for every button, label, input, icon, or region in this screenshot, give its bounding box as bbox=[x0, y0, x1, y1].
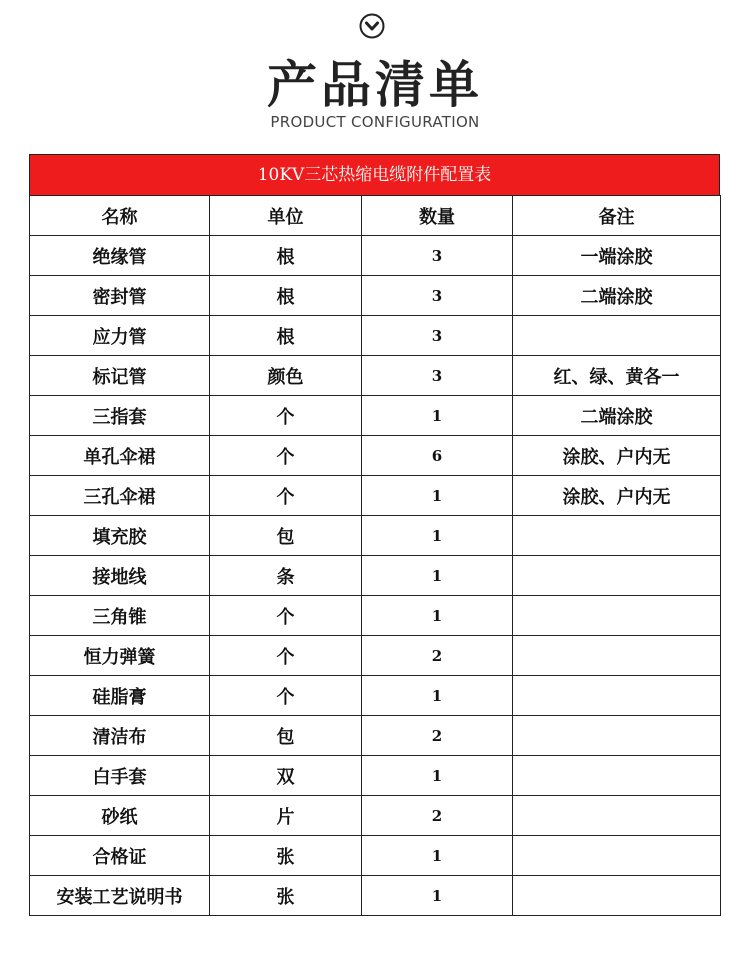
table-row bbox=[30, 476, 721, 516]
name-cell: 填充胶 bbox=[30, 516, 210, 556]
table-row bbox=[30, 636, 721, 676]
quantity-cell: 1 bbox=[362, 876, 513, 916]
table-row bbox=[30, 716, 721, 756]
unit-cell: 包 bbox=[210, 516, 362, 556]
unit-cell: 根 bbox=[210, 316, 362, 356]
quantity-cell: 3 bbox=[362, 276, 513, 316]
table-row bbox=[30, 876, 721, 916]
column-header-quantity: 数量 bbox=[362, 196, 513, 236]
remark-cell bbox=[513, 556, 721, 596]
remark-cell: 红、绿、黄各一 bbox=[513, 356, 721, 396]
remark-cell bbox=[513, 596, 721, 636]
remark-cell bbox=[513, 516, 721, 556]
remark-cell bbox=[513, 676, 721, 716]
unit-cell: 片 bbox=[210, 796, 362, 836]
table-row bbox=[30, 556, 721, 596]
unit-cell: 张 bbox=[210, 876, 362, 916]
remark-cell: 涂胶、户内无 bbox=[513, 436, 721, 476]
remark-cell bbox=[513, 636, 721, 676]
quantity-cell: 2 bbox=[362, 716, 513, 756]
unit-cell: 张 bbox=[210, 836, 362, 876]
unit-cell: 个 bbox=[210, 436, 362, 476]
remark-cell bbox=[513, 876, 721, 916]
quantity-cell: 2 bbox=[362, 796, 513, 836]
unit-cell: 根 bbox=[210, 276, 362, 316]
unit-cell: 条 bbox=[210, 556, 362, 596]
name-cell: 安装工艺说明书 bbox=[30, 876, 210, 916]
quantity-cell: 1 bbox=[362, 556, 513, 596]
page-title: 产品清单 bbox=[267, 56, 483, 114]
name-cell: 绝缘管 bbox=[30, 236, 210, 276]
remark-cell: 二端涂胶 bbox=[513, 276, 721, 316]
table-row bbox=[30, 596, 721, 636]
remark-cell: 一端涂胶 bbox=[513, 236, 721, 276]
column-header-name: 名称 bbox=[30, 196, 210, 236]
quantity-cell: 1 bbox=[362, 596, 513, 636]
unit-cell: 个 bbox=[210, 676, 362, 716]
page-subtitle: PRODUCT CONFIGURATION bbox=[270, 113, 480, 131]
remark-cell bbox=[513, 716, 721, 756]
table-row bbox=[30, 436, 721, 476]
unit-cell: 颜色 bbox=[210, 356, 362, 396]
unit-cell: 双 bbox=[210, 756, 362, 796]
config-table-container bbox=[29, 154, 720, 916]
table-body bbox=[30, 236, 721, 916]
quantity-cell: 2 bbox=[362, 636, 513, 676]
chevron-down-circle-icon bbox=[358, 12, 386, 40]
quantity-cell: 1 bbox=[362, 476, 513, 516]
unit-cell: 根 bbox=[210, 236, 362, 276]
table-row bbox=[30, 356, 721, 396]
unit-cell: 个 bbox=[210, 636, 362, 676]
unit-cell: 个 bbox=[210, 596, 362, 636]
remark-cell bbox=[513, 756, 721, 796]
quantity-cell: 1 bbox=[362, 516, 513, 556]
quantity-cell: 3 bbox=[362, 356, 513, 396]
unit-cell: 包 bbox=[210, 716, 362, 756]
table-row bbox=[30, 676, 721, 716]
table-row bbox=[30, 276, 721, 316]
name-cell: 标记管 bbox=[30, 356, 210, 396]
quantity-cell: 1 bbox=[362, 836, 513, 876]
name-cell: 三孔伞裙 bbox=[30, 476, 210, 516]
remark-cell: 涂胶、户内无 bbox=[513, 476, 721, 516]
name-cell: 三指套 bbox=[30, 396, 210, 436]
table-row bbox=[30, 756, 721, 796]
table-row bbox=[30, 396, 721, 436]
table-row bbox=[30, 516, 721, 556]
name-cell: 单孔伞裙 bbox=[30, 436, 210, 476]
table-row bbox=[30, 316, 721, 356]
quantity-cell: 1 bbox=[362, 676, 513, 716]
remark-cell bbox=[513, 836, 721, 876]
name-cell: 合格证 bbox=[30, 836, 210, 876]
quantity-cell: 1 bbox=[362, 396, 513, 436]
name-cell: 密封管 bbox=[30, 276, 210, 316]
quantity-cell: 3 bbox=[362, 316, 513, 356]
table-row bbox=[30, 796, 721, 836]
name-cell: 硅脂膏 bbox=[30, 676, 210, 716]
column-header-unit: 单位 bbox=[210, 196, 362, 236]
column-header-remark: 备注 bbox=[513, 196, 721, 236]
table-header-row bbox=[30, 196, 721, 236]
remark-cell bbox=[513, 796, 721, 836]
name-cell: 恒力弹簧 bbox=[30, 636, 210, 676]
table-row bbox=[30, 836, 721, 876]
quantity-cell: 3 bbox=[362, 236, 513, 276]
name-cell: 接地线 bbox=[30, 556, 210, 596]
config-table bbox=[29, 195, 721, 916]
name-cell: 白手套 bbox=[30, 756, 210, 796]
remark-cell bbox=[513, 316, 721, 356]
remark-cell: 二端涂胶 bbox=[513, 396, 721, 436]
name-cell: 清洁布 bbox=[30, 716, 210, 756]
name-cell: 应力管 bbox=[30, 316, 210, 356]
unit-cell: 个 bbox=[210, 396, 362, 436]
table-row bbox=[30, 236, 721, 276]
table-caption: 10KV三芯热缩电缆附件配置表 bbox=[29, 154, 720, 195]
quantity-cell: 1 bbox=[362, 756, 513, 796]
name-cell: 砂纸 bbox=[30, 796, 210, 836]
name-cell: 三角锥 bbox=[30, 596, 210, 636]
quantity-cell: 6 bbox=[362, 436, 513, 476]
unit-cell: 个 bbox=[210, 476, 362, 516]
